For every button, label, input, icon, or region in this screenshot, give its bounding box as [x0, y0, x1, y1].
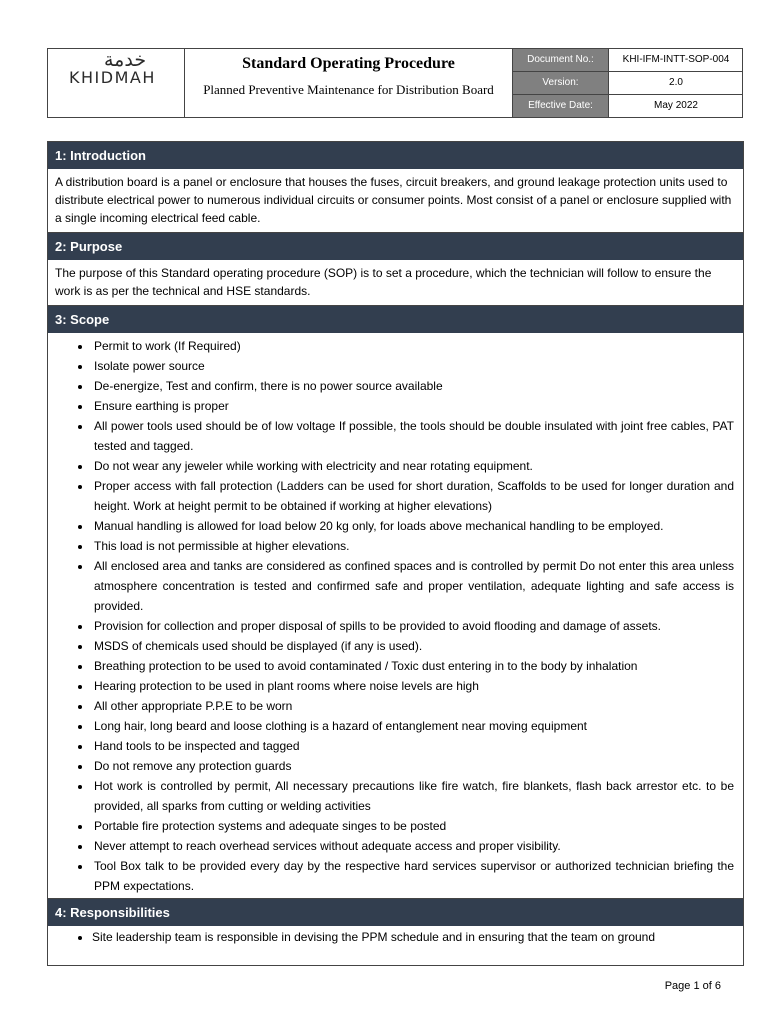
list-item: • Site leadership team is responsible in devising the PPM schedule and in ensuring that the team on ground [92, 927, 734, 947]
list-item: • Long hair, long beard and loose clothing is a hazard of entanglement near moving equipment [92, 716, 734, 736]
purpose-text: The purpose of this Standard operating procedure (SOP) is to set a procedure, which the technician will follow to ensure the work is as per the technical and HSE standards. [48, 260, 743, 306]
scope-list [48, 333, 743, 899]
logo-latin-text: KHIDMAH [69, 68, 156, 87]
section-heading-scope: 3: Scope [48, 306, 743, 333]
list-item: • Breathing protection to be used to avoid contaminated / Toxic dust entering in to the body by inhalation [92, 656, 734, 676]
list-item: • De-energize, Test and confirm, there is no power source available [92, 376, 734, 396]
document-body [47, 141, 744, 966]
list-item: • All enclosed area and tanks are considered as confined spaces and is controlled by permit Do not enter this area unless atmosphere concentration is tested and confirmed safe and proper ventilation, adequate lighting and safe access is provided. [92, 556, 734, 616]
list-item: • Tool Box talk to be provided every day by the respective hard services supervisor or authorized technician briefing the PPM expectations. [92, 856, 734, 896]
list-item: • Hot work is controlled by permit, All necessary precautions like fire watch, fire blankets, flash back arrestor etc. to be provided, all sparks from cutting or welding activities [92, 776, 734, 816]
list-item: • All power tools used should be of low voltage If possible, the tools should be double insulated with joint free cables, PAT tested and tagged. [92, 416, 734, 456]
effective-date-value: May 2022 [654, 100, 698, 111]
document-subtitle: Planned Preventive Maintenance for Distribution Board [203, 82, 494, 97]
list-item: • All other appropriate P.P.E to be worn [92, 696, 734, 716]
page-number: Page 1 of 6 [664, 980, 721, 992]
list-item: • Never attempt to reach overhead services without adequate access and proper visibility. [92, 836, 734, 856]
document-title: Standard Operating Procedure [242, 55, 455, 72]
list-item: • Portable fire protection systems and adequate singes to be posted [92, 816, 734, 836]
doc-no-value: KHI-IFM-INTT-SOP-004 [622, 54, 730, 65]
list-item: • Do not wear any jeweler while working with electricity and near rotating equipment. [92, 456, 734, 476]
effective-date-label: Effective Date: [513, 95, 609, 117]
logo-arabic-text: خدمة [104, 49, 147, 71]
introduction-text: A distribution board is a panel or enclosure that houses the fuses, circuit breakers, and ground leakage protection units used to distribute electrical power to numerous individual circuits or consumer points. Most consist of a panel or enclosure supplied with a single incoming electrical feed cable. [48, 169, 743, 233]
version-value: 2.0 [669, 77, 683, 88]
doc-no-label: Document No.: [513, 49, 609, 71]
list-item: • Provision for collection and proper disposal of spills to be provided to avoid flooding and damage of assets. [92, 616, 734, 636]
document-header [47, 48, 743, 118]
title-cell [185, 49, 513, 117]
version-label: Version: [513, 72, 609, 94]
section-heading-responsibilities: 4: Responsibilities [48, 899, 743, 926]
list-item: • MSDS of chemicals used should be displayed (if any is used). [92, 636, 734, 656]
responsibilities-list [48, 926, 743, 947]
section-heading-introduction: 1: Introduction [48, 142, 743, 169]
list-item: • Isolate power source [92, 356, 734, 376]
list-item: • This load is not permissible at higher elevations. [92, 536, 734, 556]
list-item: • Do not remove any protection guards [92, 756, 734, 776]
company-logo [48, 49, 185, 117]
list-item: • Hearing protection to be used in plant rooms where noise levels are high [92, 676, 734, 696]
list-item: • Permit to work (If Required) [92, 336, 734, 356]
section-heading-purpose: 2: Purpose [48, 233, 743, 260]
list-item: • Manual handling is allowed for load below 20 kg only, for loads above mechanical handling to be employed. [92, 516, 734, 536]
list-item: • Ensure earthing is proper [92, 396, 734, 416]
list-item: • Hand tools to be inspected and tagged [92, 736, 734, 756]
list-item: • Proper access with fall protection (Ladders can be used for short duration, Scaffolds to be used for longer duration and height. Work at height permit to be obtained if working at higher elevations) [92, 476, 734, 516]
